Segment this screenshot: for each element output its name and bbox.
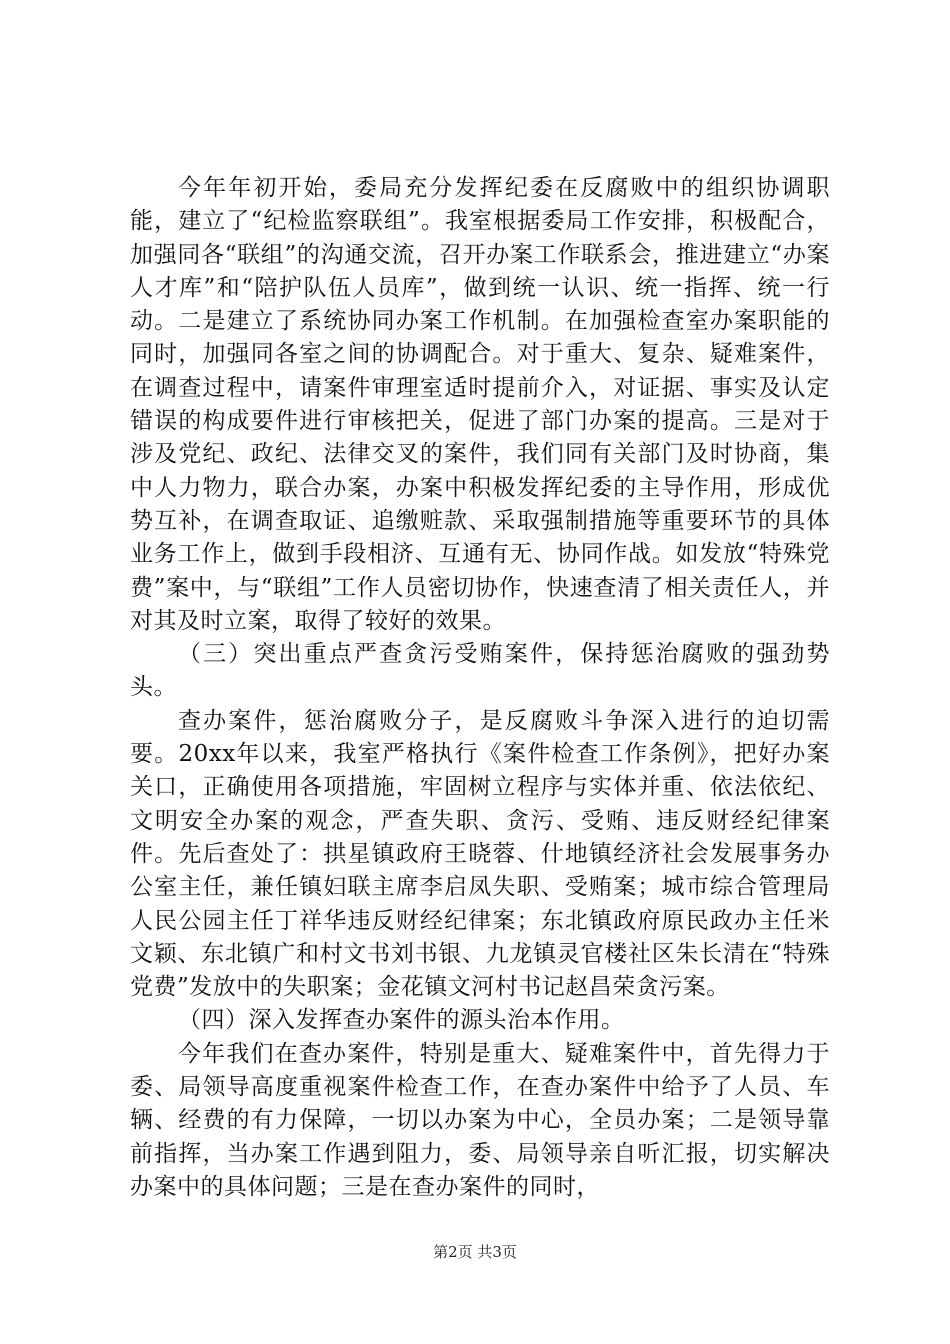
page-footer: 第2页 共3页 bbox=[433, 1243, 517, 1261]
section-heading-four: （四）深入发挥查办案件的源头治本作用。 bbox=[178, 1007, 625, 1034]
section-heading-three: （三）突出重点严查贪污受贿案件，保持惩治腐败的强劲势头。 bbox=[130, 641, 830, 701]
document-body bbox=[130, 172, 830, 1204]
paragraph-case-investigation: 查办案件，惩治腐败分子，是反腐败斗争深入进行的迫切需要。20xx年以来，我室严格执行《案件检查工作条例》，把好办案关口，正确使用各项措施，牢固树立程序与实体并重、依法依纪、文明安全办案的观念，严查失职、贪污、受贿、违反财经纪律案件。先后查处了：拱星镇政府王晓蓉、什地镇经济社会发展事务办公室主任，兼任镇妇联主席李启凤失职、受贿案；城市综合管理局人民公园主任丁祥华违反财经纪律案；东北镇政府原民政办主任米文颖、东北镇广和村文书刘书银、九龙镇灵官楼社区朱长清在“特殊党费”发放中的失职案；金花镇文河村书记赵昌荣贪污案。 bbox=[130, 707, 830, 1001]
paragraph-source-governance: 今年我们在查办案件，特别是重大、疑难案件中，首先得力于委、局领导高度重视案件检查工作，在查办案件中给予了人员、车辆、经费的有力保障，一切以办案为中心，全员办案；二是领导靠前指挥，当办案工作遇到阻力，委、局领导亲自听汇报，切实解决办案中的具体问题；三是在查办案件的同时， bbox=[130, 1040, 830, 1200]
paragraph-joint-office: 今年年初开始，委局充分发挥纪委在反腐败中的组织协调职能，建立了“纪检监察联组”。我室根据委局工作安排，积极配合，加强同各“联组”的沟通交流，召开办案工作联系会，推进建立“办案人才库”和“陪护队伍人员库”，做到统一认识、统一指挥、统一行动。二是建立了系统协同办案工作机制。在加强检查室办案职能的同时，加强同各室之间的协调配合。对于重大、复杂、疑难案件，在调查过程中，请案件审理室适时提前介入，对证据、事实及认定错误的构成要件进行审核把关，促进了部门办案的提高。三是对于涉及党纪、政纪、法律交叉的案件，我们同有关部门及时协商，集中人力物力，联合办案，办案中积极发挥纪委的主导作用，形成优势互补，在调查取证、追缴赃款、采取强制措施等重要环节的具体业务工作上，做到手段相济、互通有无、协同作战。如发放“特殊党费”案中，与“联组”工作人员密切协作，快速查清了相关责任人，并对其及时立案，取得了较好的效果。 bbox=[130, 175, 830, 634]
